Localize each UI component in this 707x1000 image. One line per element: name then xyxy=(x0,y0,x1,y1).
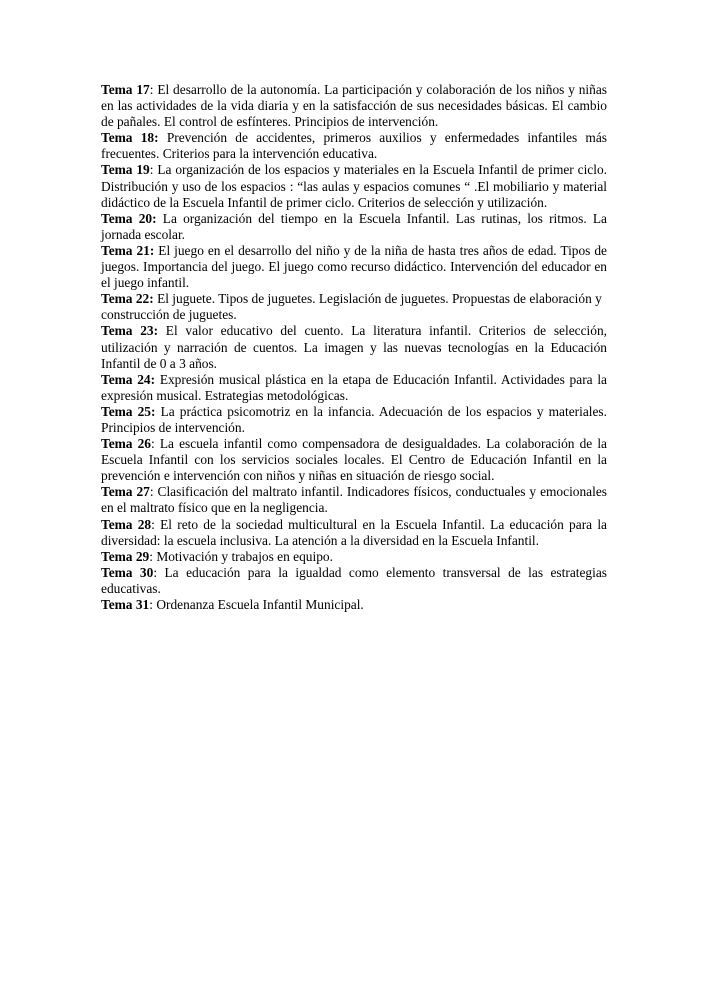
tema-separator: : xyxy=(149,597,157,612)
tema-label: Tema 18: xyxy=(101,130,159,146)
tema-separator: : xyxy=(149,82,158,97)
tema-text: El juguete. Tipos de juguetes. Legislación de juguetes. Propuestas de elaboración y construcción de juguetes. xyxy=(101,291,602,323)
tema-text: La organización de los espacios y materiales en la Escuela Infantil de primer ciclo. Distribución y uso de los espacios : “las aulas y espacios comunes “ .El mobiliario y material didáctico de la Escuela Infantil de primer ciclo. Criterios de selección y utilización. xyxy=(101,162,607,210)
tema-20 xyxy=(101,211,607,243)
tema-label: Tema 17 xyxy=(101,82,150,97)
tema-29 xyxy=(101,549,607,565)
tema-31 xyxy=(101,597,607,613)
tema-18 xyxy=(101,130,607,162)
tema-23 xyxy=(101,323,607,371)
tema-30 xyxy=(101,565,607,597)
tema-label: Tema 24: xyxy=(101,371,156,387)
tema-label: Tema 25: xyxy=(101,403,156,419)
tema-27 xyxy=(101,484,607,516)
tema-21 xyxy=(101,243,607,291)
tema-label: Tema 28 xyxy=(101,516,152,532)
tema-19 xyxy=(101,162,607,210)
tema-text: Expresión musical plástica en la etapa de Educación Infantil. Actividades para la expresión musical. Estrategias metodológicas. xyxy=(101,371,607,403)
tema-label: Tema 27 xyxy=(101,484,150,500)
tema-25 xyxy=(101,404,607,436)
tema-28 xyxy=(101,517,607,549)
tema-separator: : xyxy=(149,484,158,500)
tema-text: La escuela infantil como compensadora de desigualdades. La colaboración de la Escuela Infantil con los servicios sociales locales. El Centro de Educación Infantil en la prevención e intervención con niños y niñas en situación de riesgo social. xyxy=(101,436,608,484)
tema-separator: : xyxy=(151,516,161,532)
tema-separator xyxy=(158,323,166,338)
tema-22 xyxy=(101,291,607,323)
tema-text: Clasificación del maltrato infantil. Indicadores físicos, conductuales y emocionales en el maltrato físico que en la negligencia. xyxy=(101,484,608,516)
tema-text: Prevención de accidentes, primeros auxilios y enfermedades infantiles más frecuentes. Criterios para la intervención educativa. xyxy=(101,130,607,162)
tema-label: Tema 31 xyxy=(101,597,150,612)
tema-text: Motivación y trabajos en equipo. xyxy=(156,548,333,564)
tema-label: Tema 21: xyxy=(101,242,155,258)
tema-24 xyxy=(101,372,607,404)
tema-label: Tema 23: xyxy=(101,323,159,339)
tema-text: El valor educativo del cuento. La literatura infantil. Criterios de selección, utilización y narración de cuentos. La imagen y las nuevas tecnologías en la Educación Infantil de 0 a 3 años. xyxy=(101,323,607,371)
tema-separator: : xyxy=(149,162,158,178)
tema-label: Tema 20: xyxy=(101,210,157,226)
tema-17 xyxy=(101,82,607,130)
tema-label: Tema 19 xyxy=(101,162,150,178)
tema-separator xyxy=(159,130,167,145)
tema-text: El desarrollo de la autonomía. La participación y colaboración de los niños y niñas en las actividades de la vida diaria y en la satisfacción de sus necesidades básicas. El cambio de pañales. El control de esfínteres. Principios de intervención. xyxy=(101,82,608,130)
tema-text: La educación para la igualdad como elemento transversal de las estrategias educativas. xyxy=(101,564,607,596)
tema-26 xyxy=(101,436,607,484)
tema-label: Tema 26 xyxy=(101,436,152,452)
tema-separator: : xyxy=(153,564,165,580)
tema-text: La práctica psicomotriz en la infancia. Adecuación de los espacios y materiales. Principios de intervención. xyxy=(101,403,607,435)
tema-label: Tema 29 xyxy=(101,548,150,564)
tema-label: Tema 30 xyxy=(101,564,154,580)
tema-text: El juego en el desarrollo del niño y de la niña de hasta tres años de edad. Tipos de juegos. Importancia del juego. El juego como recurso didáctico. Intervención del educador en el juego infantil. xyxy=(101,242,607,291)
tema-text: El reto de la sociedad multicultural en la Escuela Infantil. La educación para la diversidad: la escuela inclusiva. La atención a la diversidad en la Escuela Infantil. xyxy=(101,516,607,548)
tema-separator: : xyxy=(149,548,157,564)
document-page xyxy=(101,82,607,613)
tema-text: Ordenanza Escuela Infantil Municipal. xyxy=(156,597,364,612)
tema-text: La organización del tiempo en la Escuela Infantil. Las rutinas, los ritmos. La jornada escolar. xyxy=(101,210,607,242)
tema-label: Tema 22: xyxy=(101,291,154,307)
tema-separator: : xyxy=(151,436,160,452)
